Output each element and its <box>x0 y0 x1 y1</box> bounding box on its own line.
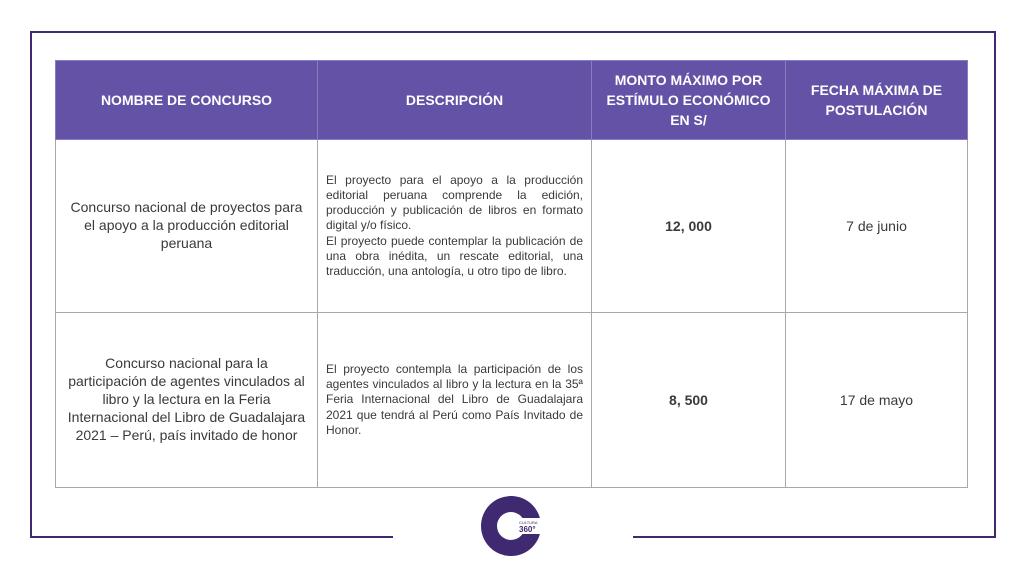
frame-left-border <box>30 31 32 538</box>
table-row <box>56 313 968 488</box>
deadline-cell: 7 de junio <box>786 140 968 313</box>
description-paragraph: El proyecto para el apoyo a la producción editorial peruana comprende la edición, producción y publicación de libros en formato digital y/o físico. <box>326 172 583 233</box>
table-header-row <box>56 61 968 140</box>
frame-top-border <box>30 31 996 33</box>
logo-label-number: 360° <box>519 525 536 534</box>
header-deadline: FECHA MÁXIMA DE POSTULACIÓN <box>786 61 968 140</box>
deadline-cell: 17 de mayo <box>786 313 968 488</box>
contest-name-cell: Concurso nacional para la participación de agentes vinculados al libro y la lectura en la Feria Internacional del Libro de Guadalajara 2021 – Perú, país invitado de honor <box>56 313 318 488</box>
description-cell <box>318 140 592 313</box>
logo-icon <box>480 495 542 557</box>
logo-label-top: CULTURA <box>519 520 538 525</box>
frame-bottom-left-border <box>30 536 393 538</box>
header-max-amount: MONTO MÁXIMO POR ESTÍMULO ECONÓMICO EN S/ <box>592 61 786 140</box>
table-row <box>56 140 968 313</box>
frame-right-border <box>994 31 996 538</box>
description-cell <box>318 313 592 488</box>
amount-cell: 12, 000 <box>592 140 786 313</box>
amount-cell: 8, 500 <box>592 313 786 488</box>
header-description: DESCRIPCIÓN <box>318 61 592 140</box>
frame-bottom-right-border <box>633 536 996 538</box>
description-paragraph: El proyecto contempla la participación de los agentes vinculados al libro y la lectura en la 35ª Feria Internacional del Libro de Guadalajara 2021 que tendrá al Perú como País Invitado de Honor. <box>326 361 583 437</box>
cultura-360-logo <box>480 495 542 557</box>
contest-name-cell: Concurso nacional de proyectos para el apoyo a la producción editorial peruana <box>56 140 318 313</box>
header-contest-name: NOMBRE DE CONCURSO <box>56 61 318 140</box>
contest-table <box>55 60 968 488</box>
description-paragraph: El proyecto puede contemplar la publicación de una obra inédita, un rescate editorial, una traducción, una antología, u otro tipo de libro. <box>326 233 583 279</box>
